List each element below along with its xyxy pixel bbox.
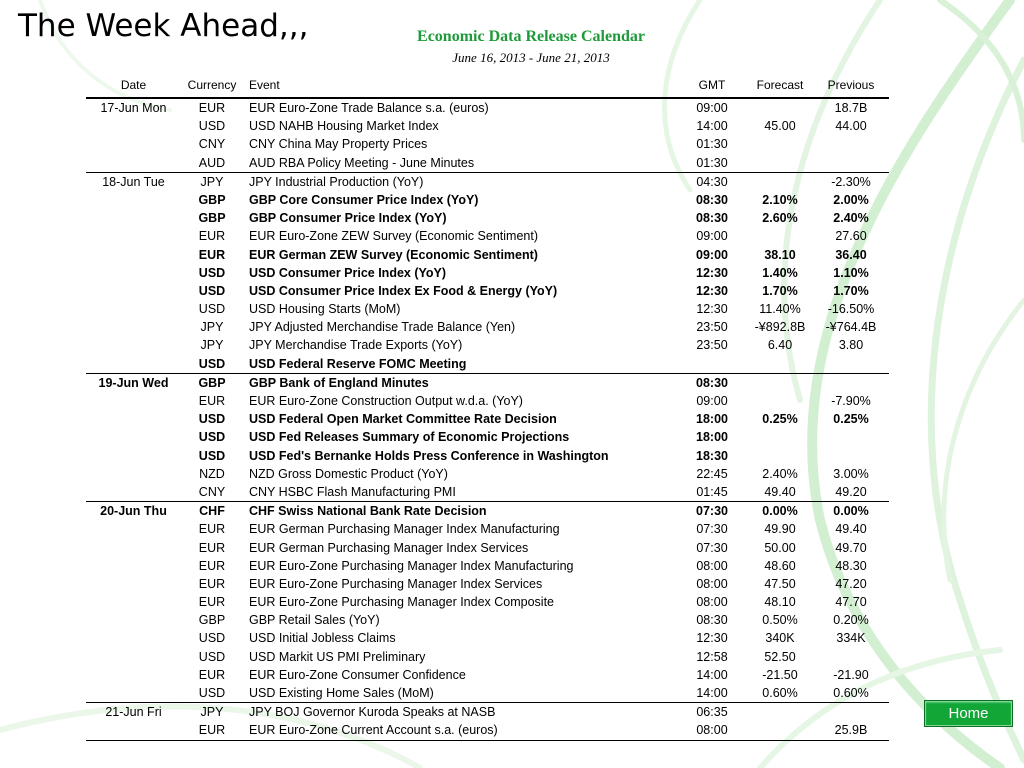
event-cell: CNY HSBC Flash Manufacturing PMI (249, 484, 456, 499)
currency-cell: GBP (198, 375, 226, 390)
forecast-cell: 0.00% (762, 504, 798, 519)
gmt-cell: 06:35 (696, 705, 728, 720)
currency-cell: CNY (198, 137, 226, 152)
table-row (86, 629, 889, 647)
table-row (86, 557, 889, 575)
table-row (86, 154, 889, 172)
currency-cell: AUD (198, 155, 226, 170)
forecast-cell: 0.25% (762, 412, 798, 427)
currency-cell: GBP (198, 613, 226, 628)
previous-cell: 47.70 (835, 595, 867, 610)
currency-cell: EUR (198, 576, 226, 591)
previous-cell: 0.60% (833, 686, 869, 700)
event-cell: GBP Core Consumer Price Index (YoY) (249, 192, 479, 207)
table-row (86, 117, 889, 135)
previous-cell: 1.10% (833, 265, 869, 280)
currency-cell: EUR (198, 667, 226, 682)
previous-cell: 36.40 (835, 247, 867, 262)
currency-cell: EUR (198, 101, 226, 115)
event-cell: USD Federal Open Market Committee Rate Decision (249, 412, 557, 427)
slide-title: The Week Ahead,,, (18, 8, 309, 44)
forecast-cell: 0.60% (762, 686, 798, 700)
gmt-cell: 12:30 (696, 265, 728, 280)
table-row (86, 135, 889, 153)
table-row (86, 611, 889, 629)
previous-cell: 3.00% (833, 466, 869, 481)
table-row (86, 282, 889, 300)
event-cell: NZD Gross Domestic Product (YoY) (249, 466, 448, 481)
event-cell: EUR German Purchasing Manager Index Services (249, 540, 529, 555)
gmt-cell: 14:00 (696, 667, 728, 682)
event-cell: USD Initial Jobless Claims (249, 631, 396, 646)
forecast-cell: 11.40% (759, 302, 801, 317)
gmt-cell: 08:30 (696, 192, 728, 207)
forecast-cell: 2.10% (762, 192, 798, 207)
gmt-cell: 12:30 (696, 631, 728, 646)
table-row (86, 702, 889, 721)
forecast-cell: 48.60 (764, 558, 796, 573)
previous-cell: 1.70% (833, 283, 869, 298)
currency-cell: GBP (198, 192, 226, 207)
event-cell: EUR German Purchasing Manager Index Manufacturing (249, 522, 560, 537)
table-header (86, 74, 889, 98)
event-cell: JPY Industrial Production (YoY) (249, 174, 424, 189)
table-row (86, 373, 889, 392)
table-row (86, 191, 889, 209)
gmt-cell: 12:30 (696, 302, 728, 317)
event-cell: USD Federal Reserve FOMC Meeting (249, 356, 467, 371)
forecast-cell: 6.40 (767, 338, 793, 353)
table-row (86, 575, 889, 593)
previous-cell: -7.90% (831, 394, 871, 408)
gmt-cell: 08:00 (696, 723, 728, 738)
gmt-cell: 09:00 (696, 394, 728, 408)
currency-cell: USD (198, 649, 226, 664)
event-cell: JPY Merchandise Trade Exports (YoY) (249, 338, 463, 353)
event-cell: EUR Euro-Zone Consumer Confidence (249, 667, 466, 682)
currency-cell: JPY (200, 174, 224, 189)
gmt-cell: 09:00 (696, 101, 728, 115)
gmt-cell: 04:30 (696, 174, 728, 189)
previous-cell: 0.25% (833, 412, 869, 427)
gmt-cell: 07:30 (696, 504, 728, 519)
gmt-cell: 08:30 (696, 375, 728, 390)
previous-cell: 18.7B (834, 101, 868, 115)
table-row (86, 392, 889, 410)
currency-cell: EUR (198, 723, 226, 738)
forecast-cell: 38.10 (764, 247, 796, 262)
currency-cell: EUR (198, 595, 226, 610)
event-cell: USD Fed Releases Summary of Economic Projections (249, 430, 570, 445)
currency-cell: JPY (200, 320, 224, 335)
event-cell: GBP Consumer Price Index (YoY) (249, 211, 447, 226)
table-row (86, 172, 889, 191)
header-forecast: Forecast (756, 78, 804, 92)
currency-cell: USD (198, 119, 226, 134)
gmt-cell: 23:50 (696, 338, 728, 353)
header-event: Event (249, 78, 280, 92)
gmt-cell: 08:30 (696, 211, 728, 226)
currency-cell: USD (198, 302, 226, 317)
event-cell: CHF Swiss National Bank Rate Decision (249, 504, 487, 519)
gmt-cell: 18:00 (696, 430, 728, 445)
table-row (86, 520, 889, 538)
event-cell: GBP Bank of England Minutes (249, 375, 429, 390)
previous-cell: 48.30 (835, 558, 867, 573)
table-row (86, 648, 889, 666)
table-row (86, 336, 889, 354)
currency-cell: EUR (198, 247, 226, 262)
currency-cell: EUR (198, 522, 226, 537)
previous-cell: 27.60 (835, 229, 867, 244)
previous-cell: -2.30% (831, 174, 871, 189)
currency-cell: JPY (200, 338, 224, 353)
header-previous: Previous (827, 78, 875, 92)
forecast-cell: 45.00 (764, 119, 796, 134)
previous-cell: 49.20 (835, 484, 867, 499)
event-cell: JPY BOJ Governor Kuroda Speaks at NASB (249, 705, 496, 720)
currency-cell: USD (198, 430, 226, 445)
event-cell: USD NAHB Housing Market Index (249, 119, 439, 134)
event-cell: JPY Adjusted Merchandise Trade Balance (Yen) (249, 320, 516, 335)
currency-cell: USD (198, 265, 226, 280)
forecast-cell: 50.00 (764, 540, 796, 555)
event-cell: USD Fed's Bernanke Holds Press Conference in Washington (249, 448, 609, 463)
forecast-cell: 49.90 (764, 522, 796, 537)
currency-cell: CNY (198, 484, 226, 499)
table-row (86, 666, 889, 684)
forecast-cell: -21.50 (762, 667, 798, 682)
event-cell: EUR Euro-Zone Construction Output w.d.a. (YoY) (249, 394, 523, 408)
event-cell: GBP Retail Sales (YoY) (249, 613, 380, 628)
previous-cell: 0.00% (833, 504, 869, 519)
event-cell: USD Consumer Price Index (YoY) (249, 265, 447, 280)
event-cell: CNY China May Property Prices (249, 137, 428, 152)
gmt-cell: 08:00 (696, 576, 728, 591)
table-row (86, 264, 889, 282)
gmt-cell: 14:00 (696, 686, 728, 700)
gmt-cell: 08:00 (696, 558, 728, 573)
forecast-cell: 1.70% (762, 283, 798, 298)
currency-cell: NZD (199, 466, 225, 481)
gmt-cell: 22:45 (696, 466, 728, 481)
previous-cell: 3.80 (838, 338, 864, 353)
event-cell: EUR German ZEW Survey (Economic Sentiment) (249, 247, 538, 262)
table-row (86, 593, 889, 611)
previous-cell: 2.40% (833, 211, 869, 226)
event-cell: EUR Euro-Zone Purchasing Manager Index Composite (249, 595, 555, 610)
currency-cell: USD (198, 686, 226, 700)
table-row (86, 721, 889, 740)
header-currency: Currency (187, 78, 237, 92)
table-row (86, 483, 889, 501)
gmt-cell: 18:30 (696, 448, 728, 463)
table-row (86, 447, 889, 465)
gmt-cell: 09:00 (696, 247, 728, 262)
gmt-cell: 14:00 (696, 119, 728, 134)
economic-calendar-table (86, 74, 889, 741)
header-date: Date (120, 78, 147, 92)
table-row (86, 98, 889, 117)
currency-cell: EUR (198, 558, 226, 573)
calendar-title: Economic Data Release Calendar (417, 28, 645, 45)
event-cell: EUR Euro-Zone Purchasing Manager Index Services (249, 576, 543, 591)
previous-cell: 25.9B (834, 723, 868, 738)
forecast-cell: 2.60% (762, 211, 798, 226)
gmt-cell: 12:30 (696, 283, 728, 298)
forecast-cell: 49.40 (764, 484, 796, 499)
currency-cell: USD (198, 631, 226, 646)
table-row (86, 227, 889, 245)
header-gmt: GMT (698, 78, 726, 92)
event-cell: EUR Euro-Zone Current Account s.a. (euros) (249, 723, 498, 738)
currency-cell: USD (198, 283, 226, 298)
event-cell: AUD RBA Policy Meeting - June Minutes (249, 155, 475, 170)
event-cell: EUR Euro-Zone Trade Balance s.a. (euros) (249, 101, 489, 115)
event-cell: USD Housing Starts (MoM) (249, 302, 401, 317)
gmt-cell: 23:50 (696, 320, 728, 335)
table-row (86, 300, 889, 318)
currency-cell: CHF (199, 504, 225, 519)
gmt-cell: 08:30 (696, 613, 728, 628)
forecast-cell: 1.40% (762, 265, 798, 280)
date-cell: 20-Jun Thu (100, 504, 167, 519)
table-row (86, 539, 889, 557)
forecast-cell: 0.50% (762, 613, 798, 628)
table-row (86, 209, 889, 227)
forecast-cell: 2.40% (762, 466, 798, 481)
event-cell: EUR Euro-Zone Purchasing Manager Index Manufacturing (249, 558, 574, 573)
gmt-cell: 01:45 (696, 484, 728, 499)
previous-cell: 334K (836, 631, 866, 646)
table-row (86, 501, 889, 520)
gmt-cell: 01:30 (696, 155, 728, 170)
currency-cell: EUR (198, 229, 226, 244)
currency-cell: USD (198, 356, 226, 371)
table-row (86, 355, 889, 373)
table-row (86, 684, 889, 702)
date-cell: 19-Jun Wed (98, 375, 169, 390)
previous-cell: 49.70 (835, 540, 867, 555)
previous-cell: 0.20% (833, 613, 869, 628)
gmt-cell: 18:00 (696, 412, 728, 427)
date-cell: 18-Jun Tue (102, 174, 165, 189)
gmt-cell: 12:58 (696, 649, 728, 664)
event-cell: EUR Euro-Zone ZEW Survey (Economic Sentiment) (249, 229, 538, 244)
event-cell: USD Markit US PMI Preliminary (249, 649, 426, 664)
gmt-cell: 07:30 (696, 540, 728, 555)
table-row (86, 246, 889, 264)
table-row (86, 428, 889, 446)
currency-cell: EUR (198, 540, 226, 555)
date-cell: 21-Jun Fri (105, 705, 162, 720)
currency-cell: USD (198, 448, 226, 463)
table-row (86, 465, 889, 483)
date-range: June 16, 2013 - June 21, 2013 (452, 50, 610, 65)
currency-cell: EUR (198, 394, 226, 408)
gmt-cell: 07:30 (696, 522, 728, 537)
gmt-cell: 01:30 (696, 137, 728, 152)
gmt-cell: 08:00 (696, 595, 728, 610)
previous-cell: -21.90 (833, 667, 869, 682)
home-button[interactable]: Home (924, 700, 1013, 727)
previous-cell: 49.40 (835, 522, 867, 537)
forecast-cell: 47.50 (764, 576, 796, 591)
table-row (86, 410, 889, 428)
table-body (86, 98, 889, 741)
date-cell: 17-Jun Mon (100, 101, 167, 115)
forecast-cell: -¥892.8B (754, 320, 806, 335)
previous-cell: 2.00% (833, 192, 869, 207)
forecast-cell: 48.10 (764, 595, 796, 610)
currency-cell: JPY (200, 705, 224, 720)
previous-cell: -16.50% (827, 302, 875, 317)
previous-cell: 44.00 (835, 119, 867, 134)
gmt-cell: 09:00 (696, 229, 728, 244)
currency-cell: USD (198, 412, 226, 427)
event-cell: USD Existing Home Sales (MoM) (249, 686, 434, 700)
event-cell: USD Consumer Price Index Ex Food & Energy (YoY) (249, 283, 558, 298)
table-row (86, 318, 889, 336)
previous-cell: -¥764.4B (825, 320, 877, 335)
forecast-cell: 340K (765, 631, 795, 646)
previous-cell: 47.20 (835, 576, 867, 591)
forecast-cell: 52.50 (764, 649, 796, 664)
currency-cell: GBP (198, 211, 226, 226)
